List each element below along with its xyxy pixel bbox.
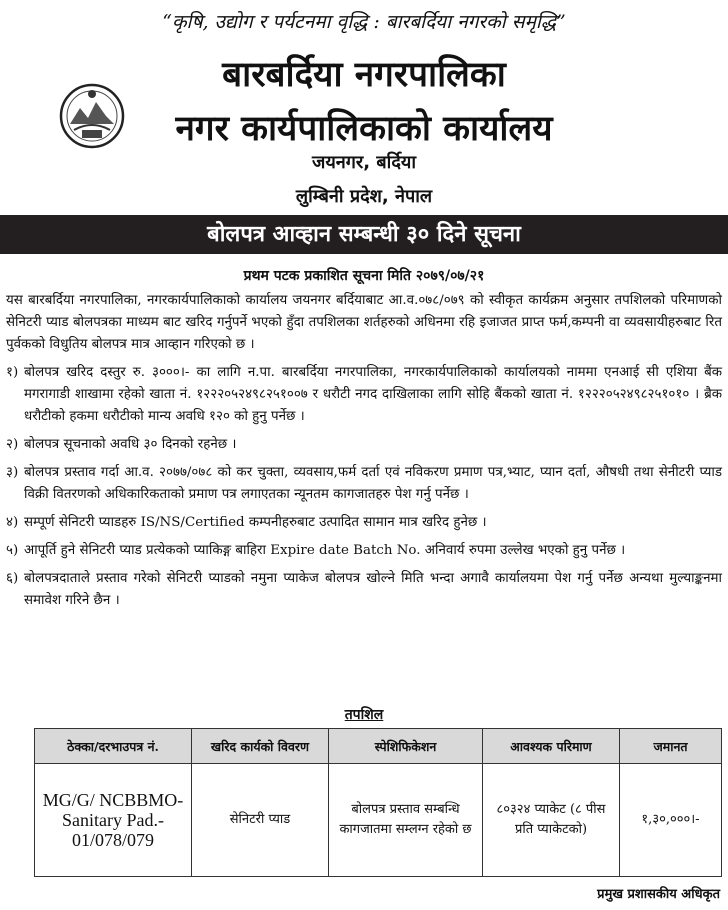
publication-date: प्रथम पटक प्रकाशित सूचना मिति २०७९/०७/२१ [243,268,485,284]
clause-item [6,362,722,428]
schedule-title: तपशिल [344,707,384,723]
clause-text: बोलपत्र प्रस्ताव गर्दा आ.व. २०७७/०७८ को कर चुक्ता, व्यवसाय,फर्म दर्ता एवं नविकरण प्रमाण पत्र,भ्याट, प्यान दर्ता, औषधी तथा सेनीटरी प्याड विक्री वितरणको अधिकारिकताको प्रमाण पत्र लगाएतका न्यूनतम कागजातहरु पेश गर्नु पर्नेछ । [24,465,722,502]
clause-text: बोलपत्र सूचनाको अवधि ३० दिनको रहनेछ । [24,437,237,452]
table-row [35,764,722,877]
clause-text: सम्पूर्ण सेनिटरी प्याडहरु IS/NS/Certified कम्पनीहरुबाट उत्पादित सामान मात्र खरिद हुनेछ । [24,515,487,530]
signatory-title: प्रमुख प्रशासकीय अधिकृत [597,887,720,902]
schedule-table [34,728,722,877]
column-header: खरिद कार्यको विवरण [192,729,329,764]
clause-number: ४) [6,515,19,530]
clause-number: ५) [6,543,19,558]
clause-number: ३) [6,465,19,480]
security-cell: १,३०,०००।- [620,764,722,877]
intro-paragraph: यस बारबर्दिया नगरपालिका, नगरकार्यपालिकाको कार्यालय जयनगर बर्दियाबाट आ.व.०७८/०७९ को स्वीकृत कार्यक्रम अनुसार तपशिलको परिमाणको सेनिटरी प्याड बोलपत्रका माध्यम बाट खरिद गर्नुपर्ने भएको हुँदा तपशिलका शर्तहरुको अधिनमा रहि इजाजत प्राप्त फर्म,कम्पनी वा व्यवसायीहरुबाट रित पुर्वकको विधुतिय बोलपत्र मात्र आव्हान गरिएको छ । [6,293,722,352]
notice-title-banner: बोलपत्र आव्हान सम्बन्धी ३० दिने सूचना [0,215,728,254]
motto: “कृषि, उद्योग र पर्यटनमा वृद्धि : बारबर्दिया नगरको समृद्धि” [162,11,566,33]
contract-number-cell: MG/G/ NCBBMO- Sanitary Pad.- 01/078/079 [35,764,192,877]
column-header: आवश्यक परिमाण [483,729,620,764]
description-cell: सेनिटरी प्याड [192,764,329,877]
clause-item [6,462,722,506]
clause-item [6,568,722,612]
column-header: जमानत [620,729,722,764]
column-header: स्पेशिफिकेशन [329,729,483,764]
clause-number: १) [6,365,19,380]
clause-number: २) [6,437,19,452]
clause-item [6,540,722,562]
clause-text: बोलपत्र खरिद दस्तुर रु. ३०००।- का लागि न.पा. बारबर्दिया नगरपालिका, नगरकार्यपालिकाको कार्यालयको नाममा एनआई सी एशिया बैंक मगरागाडी शाखामा रहेको खाता नं. १२२२०५२४९८२५१००७ र धरौटी नगद दाखिलाका लागि सोहि बैंकको खाता नं. १२२२०५२४९८२५१०१० । ब्रैक धरौटीको हकमा धरौटीको मान्य अवधि १२० को हुनु पर्नेछ । [24,365,722,424]
office-name: नगर कार्यपालिकाको कार्यालय [175,109,553,149]
quantity-cell: ८०३२४ प्याकेट (८ पीस प्रति प्याकेटको) [483,764,620,877]
municipality-name: बारबर्दिया नगरपालिका [222,55,506,95]
office-location: जयनगर, बर्दिया [312,152,416,173]
clause-text: बोलपत्रदाताले प्रस्ताव गरेको सेनिटरी प्याडको नमुना प्याकेज बोलपत्र खोल्ने मिति भन्दा अगावै कार्यालयमा पेश गर्नु पर्नेछ अन्यथा मुल्याङ्कनमा समावेश गरिने छैन । [24,571,722,608]
table-header-row [35,729,722,764]
clause-item [6,512,722,534]
specification-cell: बोलपत्र प्रस्ताव सम्बन्धि कागजातमा सम्लग्न रहेको छ [329,764,483,877]
clause-item [6,434,722,456]
clause-number: ६) [6,571,19,586]
office-province: लुम्बिनी प्रदेश, नेपाल [295,186,433,207]
clause-text: आपूर्ति हुने सेनिटरी प्याड प्रत्येकको प्याकिङ्ग बाहिरा Expire date Batch No. अनिवार्य रुपमा उल्लेख भएको हुनु पर्नेछ । [24,543,626,558]
notice-body [6,290,722,612]
column-header: ठेक्का/दरभाउपत्र नं. [35,729,192,764]
